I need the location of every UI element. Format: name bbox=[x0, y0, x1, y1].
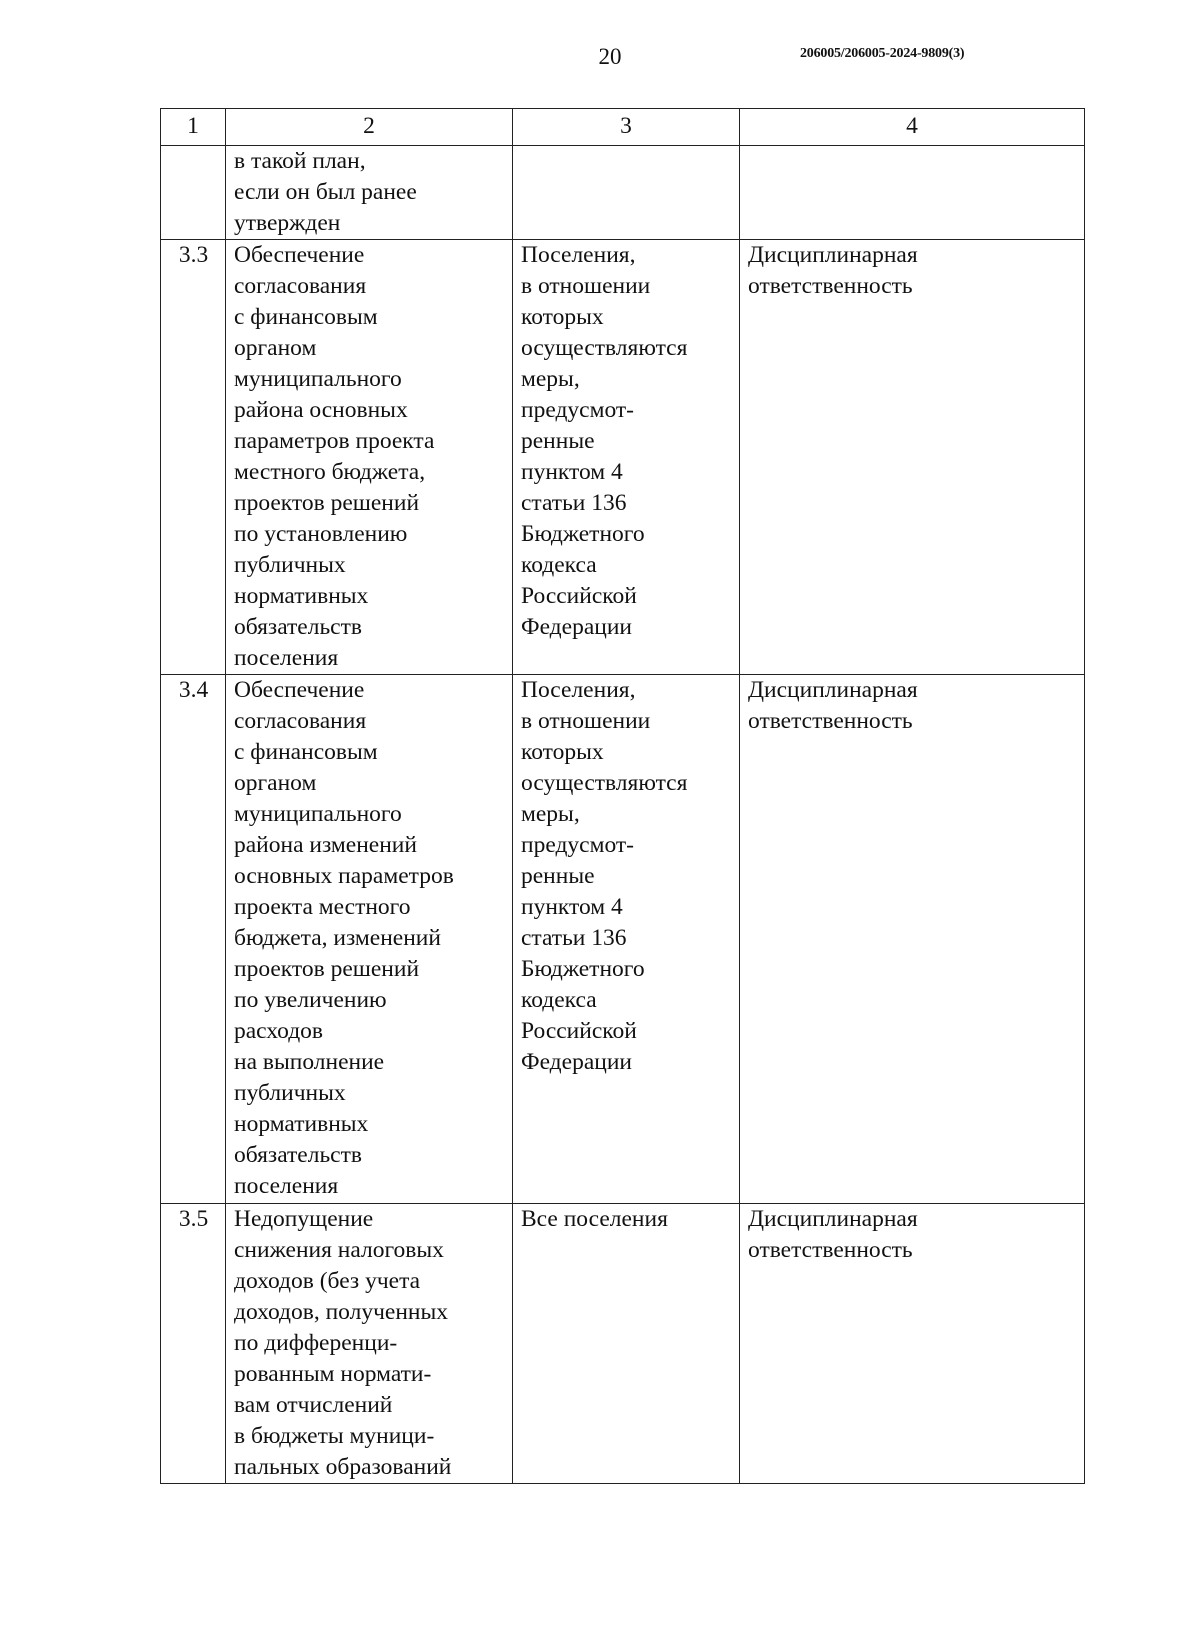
row-number bbox=[161, 146, 226, 240]
column-header-3: 3 bbox=[513, 109, 740, 146]
row-number: 3.4 bbox=[161, 675, 226, 1204]
column-header-4: 4 bbox=[740, 109, 1085, 146]
table-row bbox=[161, 146, 1085, 240]
liability-cell bbox=[740, 146, 1085, 240]
subjects-cell bbox=[513, 146, 740, 240]
measure-cell: Обеспечение согласования с финансовым органом муниципального района основных параметров проекта местного бюджета, проектов решений по установлению публичных нормативных обязательств поселения bbox=[226, 240, 513, 675]
subjects-cell: Поселения, в отношении которых осуществляются меры, предусмот- ренные пунктом 4 статьи 136 Бюджетного кодекса Российской Федерации bbox=[513, 675, 740, 1204]
page-number: 20 bbox=[598, 44, 622, 69]
liability-cell: Дисциплинарная ответственность bbox=[740, 1204, 1085, 1484]
liability-cell: Дисциплинарная ответственность bbox=[740, 240, 1085, 675]
measure-cell: в такой план, если он был ранее утвержден bbox=[226, 146, 513, 240]
table-row bbox=[161, 675, 1085, 1204]
row-number: 3.5 bbox=[161, 1204, 226, 1484]
column-header-1: 1 bbox=[161, 109, 226, 146]
table-row bbox=[161, 1204, 1085, 1484]
subjects-cell: Поселения, в отношении которых осуществляются меры, предусмот- ренные пунктом 4 статьи 136 Бюджетного кодекса Российской Федерации bbox=[513, 240, 740, 675]
table-header-row bbox=[161, 109, 1085, 146]
table-row bbox=[161, 240, 1085, 675]
column-header-2: 2 bbox=[226, 109, 513, 146]
measures-table bbox=[160, 108, 1085, 1484]
row-number: 3.3 bbox=[161, 240, 226, 675]
subjects-cell: Все поселения bbox=[513, 1204, 740, 1484]
measure-cell: Обеспечение согласования с финансовым органом муниципального района изменений основных параметров проекта местного бюджета, изменений проектов решений по увеличению расходов на выполнение публичных нормативных обязательств поселения bbox=[226, 675, 513, 1204]
measure-cell: Недопущение снижения налоговых доходов (без учета доходов, полученных по дифференци- рованным нормати- вам отчислений в бюджеты муници- пальных образований bbox=[226, 1204, 513, 1484]
liability-cell: Дисциплинарная ответственность bbox=[740, 675, 1085, 1204]
document-code: 206005/206005-2024-9809(3) bbox=[800, 46, 965, 61]
